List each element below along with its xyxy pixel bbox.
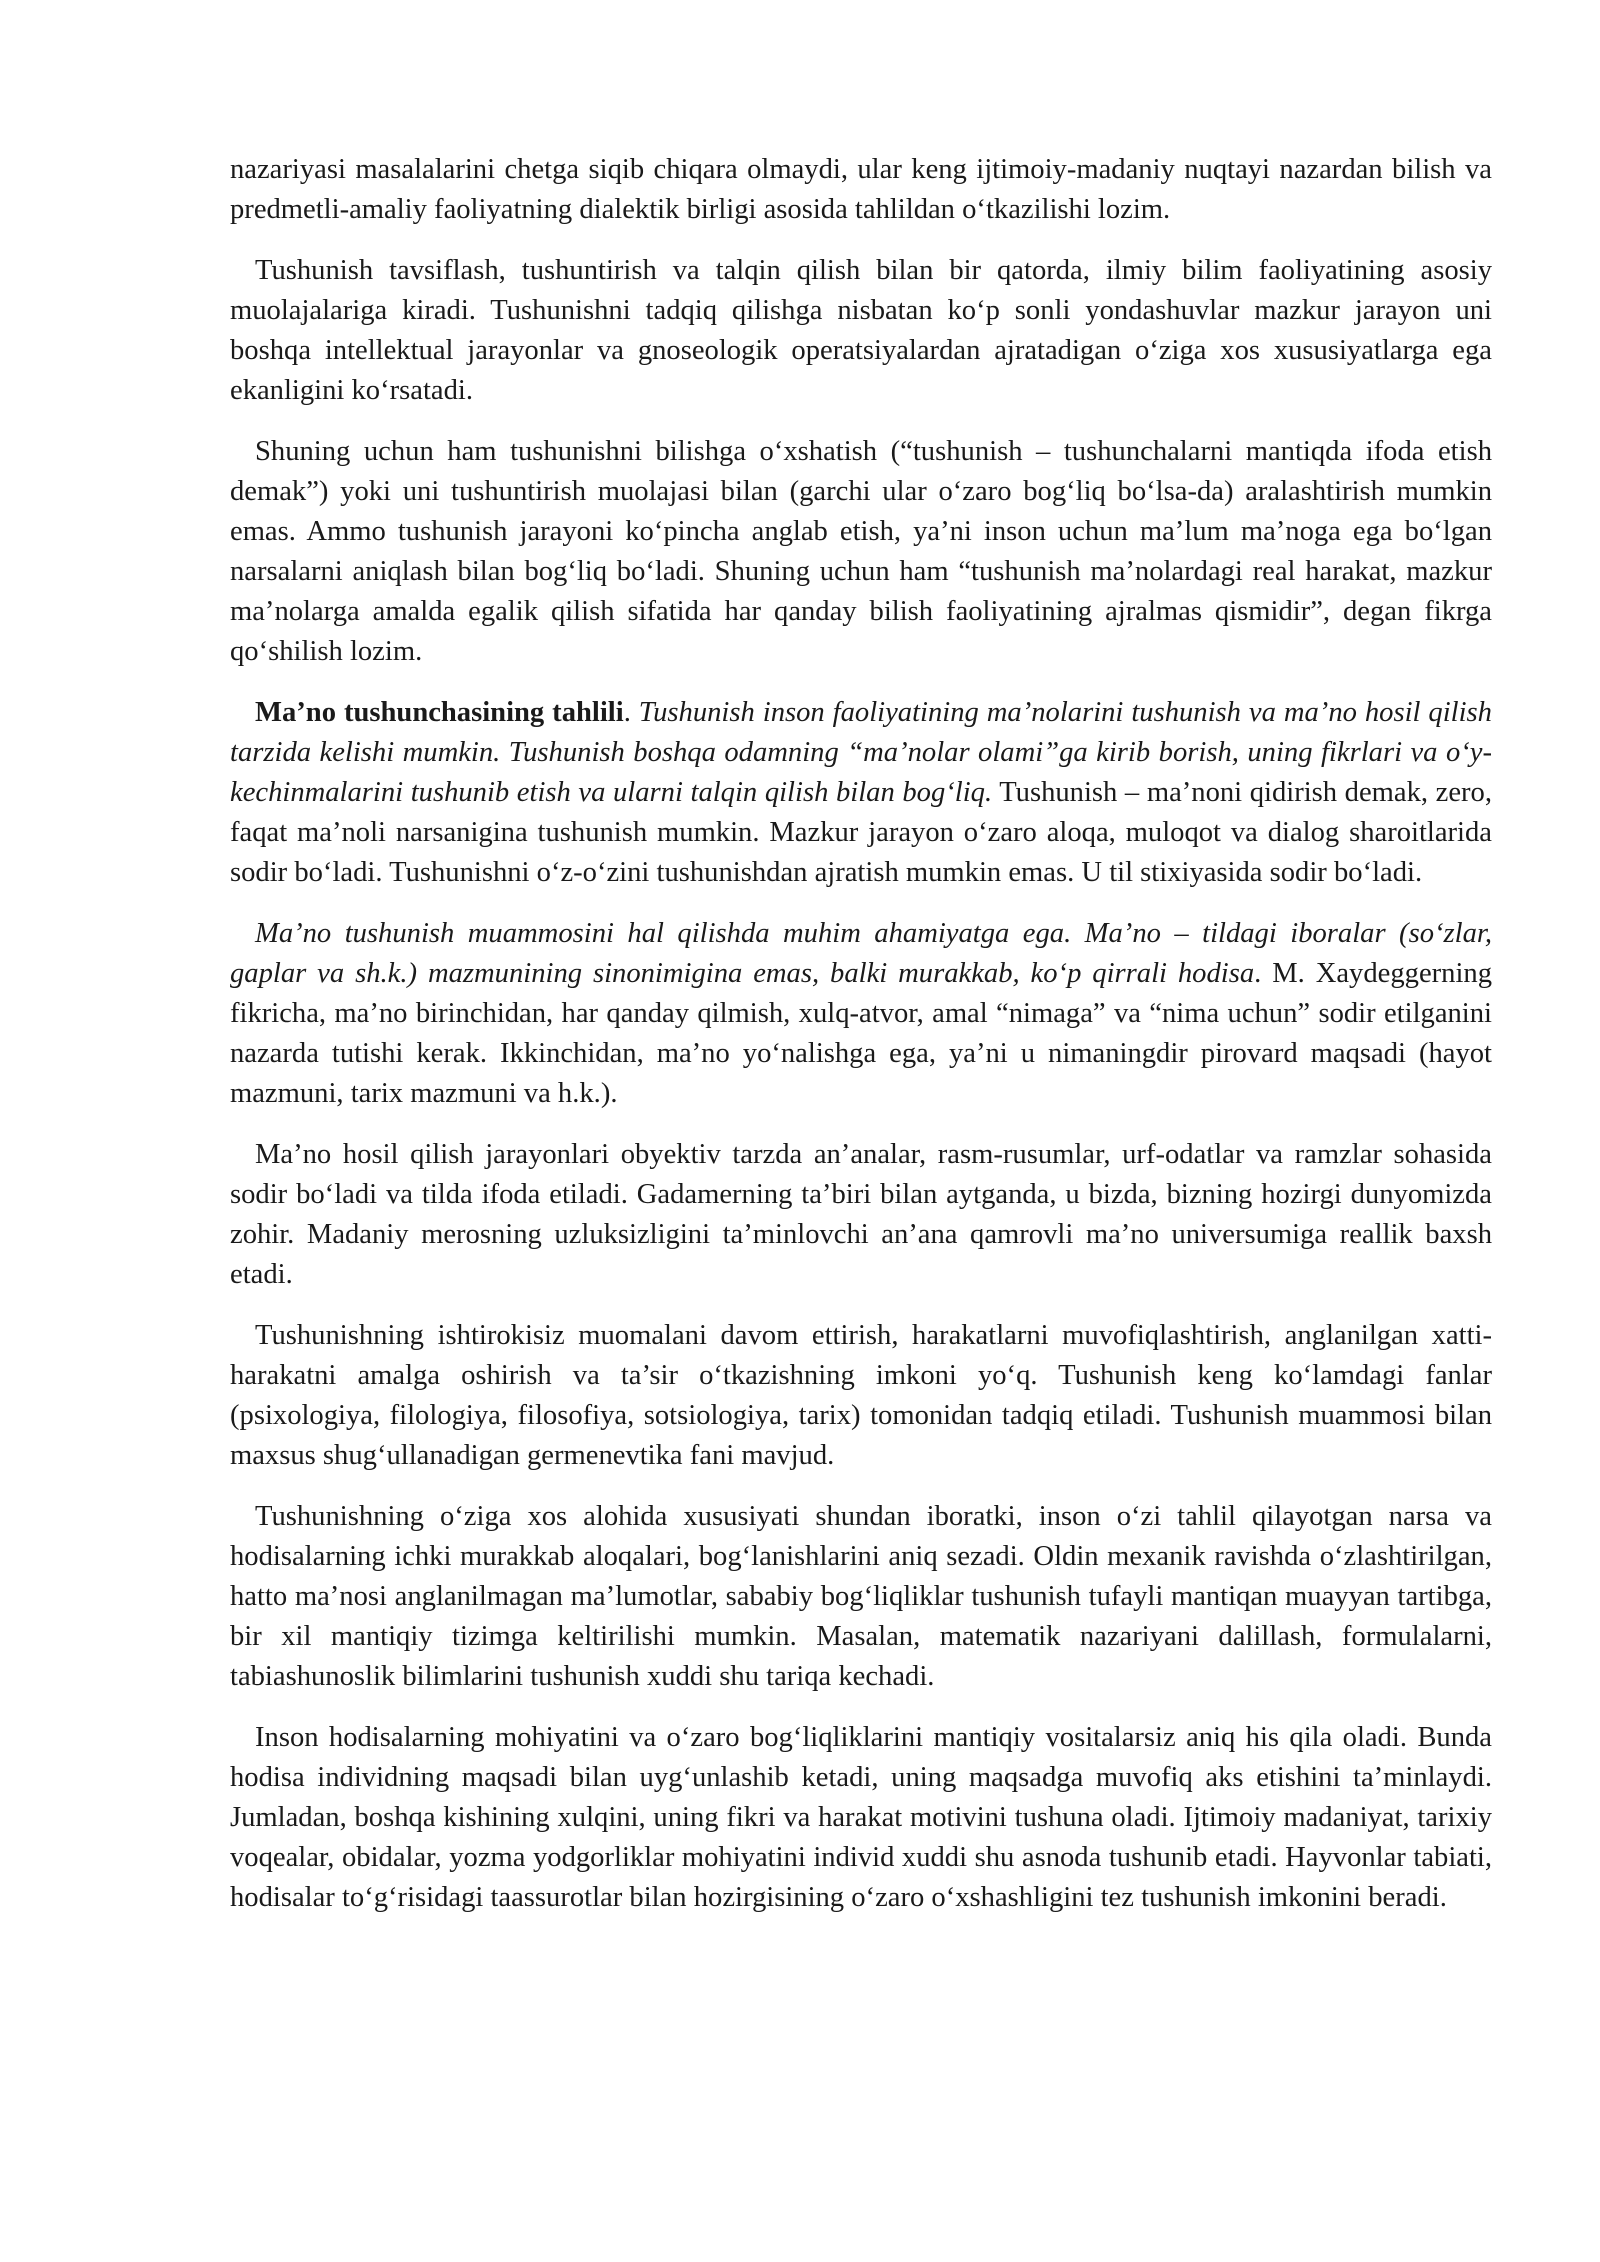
paragraph-2: Tushunish tavsiflash, tushuntirish va talqin qilish bilan bir qatorda, ilmiy bilim faoliyatining asosiy muolajalariga kiradi. Tushunishni tadqiq qilishga nisbatan ko‘p sonli yondashuvlar mazkur jarayon uni boshqa intellektual jarayonlar va gnoseologik operatsiyalardan ajratadigan o‘ziga xos xususiyatlarga ega ekanligini ko‘rsatadi. bbox=[230, 255, 1492, 406]
paragraph-1: nazariyasi masalalarini chetga siqib chiqara olmaydi, ular keng ijtimoiy-madaniy nuqtayi nazardan bilish va predmetli-amaliy faoliyatning dialektik birligi asosida tahlildan o‘tkazilishi lozim. bbox=[230, 154, 1492, 225]
paragraph-3: Shuning uchun ham tushunishni bilishga o‘xshatish (“tushunish – tushunchalarni mantiqda ifoda etish demak”) yoki uni tushuntirish muolajasi bilan (garchi ular o‘zaro bog‘liq bo‘lsa-da) aralashtirish mumkin emas. Ammo tushunish jarayoni ko‘pincha anglab etish, ya’ni inson uchun ma’lum ma’noga ega bo‘lgan narsalarni aniqlash bilan bog‘liq bo‘ladi. Shuning uchun ham “tushunish ma’nolardagi real harakat, mazkur ma’nolarga amalda egalik qilish sifatida har qanday bilish faoliyatining ajralmas qismidir”, degan fikrga qo‘shilish lozim. bbox=[230, 436, 1492, 667]
paragraph-4-italic: Tushunish inson faoliyatining ma’nolarini tushunish va ma’no hosil qilish tarzida kelishi mumkin. Tushunish boshqa odamning “ma’nolar olami”ga kirib borish, uning fikrlari va o‘y-kechinmalarini tushunib etish va ularni talqin qilish bilan bog‘liq. bbox=[230, 697, 1492, 808]
paragraph-4-text: Tushunish – ma’noni qidirish demak, zero, faqat ma’noli narsanigina tushunish mumkin. Mazkur jarayon o‘zaro aloqa, muloqot va dialog sharoitlarida sodir bo‘ladi. Tushunishni o‘z-o‘zini tushunishdan ajratish mumkin emas. U til stixiyasida sodir bo‘ladi. bbox=[230, 777, 1492, 888]
heading-period: . bbox=[623, 697, 631, 728]
paragraph-4 bbox=[230, 693, 1492, 893]
paragraph-5-text: . M. Xaydeggerning fikricha, ma’no birinchidan, har qanday qilmish, xulq-atvor, amal “nimaga” va “nima uchun” sodir etilganini nazarda tutishi kerak. Ikkinchidan, ma’no yo‘nalishga ega, ya’ni u nimaningdir pirovard maqsadi (hayot mazmuni, tarix mazmuni va h.k.). bbox=[230, 958, 1492, 1109]
paragraph-7: Tushunishning ishtirokisiz muomalani davom ettirish, harakatlarni muvofiqlashtirish, anglanilgan xatti-harakatni amalga oshirish va ta’sir o‘tkazishning imkoni yo‘q. Tushunish keng ko‘lamdagi fanlar (psixologiya, filologiya, filosofiya, sotsiologiya, tarix) tomonidan tadqiq etiladi. Tushunish muammosi bilan maxsus shug‘ullanadigan germenevtika fani mavjud. bbox=[230, 1320, 1492, 1471]
paragraph-5-italic: Ma’no tushunish muammosini hal qilishda muhim ahamiyatga ega. Ma’no – tildagi iboralar (so‘zlar, gaplar va sh.k.) mazmunining sinonimigina emas, balki murakkab, ko‘p qirrali hodisa bbox=[230, 918, 1492, 989]
paragraph-8: Tushunishning o‘ziga xos alohida xususiyati shundan iboratki, inson o‘zi tahlil qilayotgan narsa va hodisalarning ichki murakkab aloqalari, bog‘lanishlarini aniq sezadi. Oldin mexanik ravishda o‘zlashtirilgan, hatto ma’nosi anglanilmagan ma’lumotlar, sababiy bog‘liqliklar tushunish tufayli mantiqan muayyan tartibga, bir xil mantiqiy tizimga keltirilishi mumkin. Masalan, matematik nazariyani dalillash, formulalarni, tabiashunoslik bilimlarini tushunish xuddi shu tariqa kechadi. bbox=[230, 1501, 1492, 1692]
paragraph-9: Inson hodisalarning mohiyatini va o‘zaro bog‘liqliklarini mantiqiy vositalarsiz aniq his qila oladi. Bunda hodisa individning maqsadi bilan uyg‘unlashib ketadi, uning maqsadga muvofiq aks etishini ta’minlaydi. Jumladan, boshqa kishining xulqini, uning fikri va harakat motivini tushuna oladi. Ijtimoiy madaniyat, tarixiy voqealar, obidalar, yozma yodgorliklar mohiyatini individ xuddi shu asnoda tushunib etadi. Hayvonlar tabiati, hodisalar to‘g‘risidagi taassurotlar bilan hozirgisining o‘zaro o‘xshashligini tez tushunish imkonini beradi. bbox=[230, 1722, 1492, 1913]
paragraph-5 bbox=[230, 914, 1492, 1114]
paragraph-6: Ma’no hosil qilish jarayonlari obyektiv tarzda an’analar, rasm-rusumlar, urf-odatlar va ramzlar sohasida sodir bo‘ladi va tilda ifoda etiladi. Gadamerning ta’biri bilan aytganda, u bizda, bizning hozirgi dunyomizda zohir. Madaniy merosning uzluksizligini ta’minlovchi an’ana qamrovli ma’no universumiga reallik baxsh etadi. bbox=[230, 1139, 1492, 1290]
document-page bbox=[230, 150, 1492, 1939]
section-heading: Ma’no tushunchasining tahlili bbox=[255, 697, 624, 728]
